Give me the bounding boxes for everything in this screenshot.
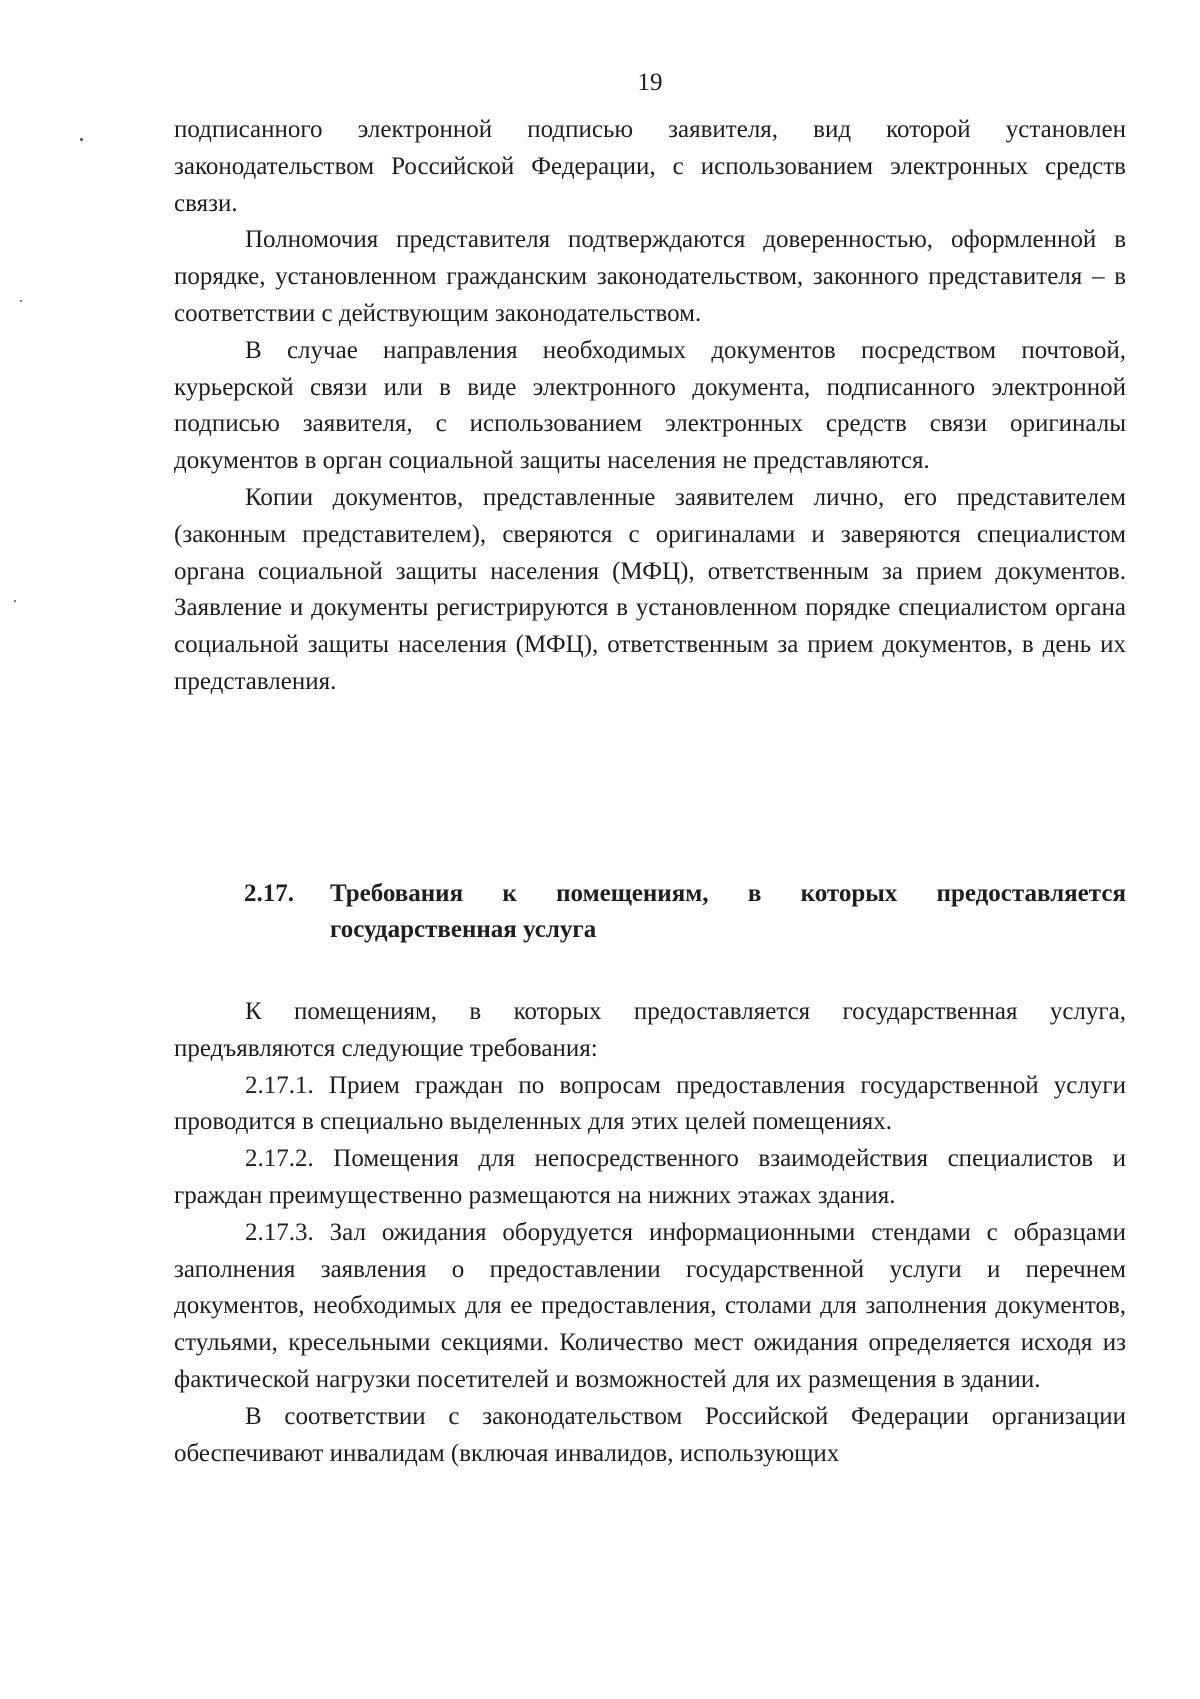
- paragraph-premises-intro: К помещениям, в которых предоставляется государственная услуга, предъявляются следующие требования:: [174, 998, 1126, 1062]
- paragraph-2-17-3: 2.17.3. Зал ожидания оборудуется информационными стендами с образцами заполнения заявления о предоставлении государственной услуги и перечнем документов, необходимых для ее предоставления, столами для заполнения документов, стульями, кресельными секциями. Количество мест ожидания определяется исходя из фактической нагрузки посетителей и возможностей для их размещения в здании.: [174, 1218, 1126, 1393]
- paragraph-representative-authority: Полномочия представителя подтверждаются доверенностью, оформленной в порядке, установленном гражданским законодательством, законного представителя – в соответствии с действующим законодательством.: [174, 226, 1126, 327]
- paragraph-continuation: подписанного электронной подписью заявителя, вид которой установлен законодательством Российской Федерации, с использованием электронных средств связи.: [174, 116, 1126, 217]
- paragraph-2-17-1: 2.17.1. Прием граждан по вопросам предоставления государственной услуги проводится в специально выделенных для этих целей помещениях.: [174, 1071, 1126, 1136]
- paragraph-postal-submission: В случае направления необходимых документов посредством почтовой, курьерской связи или в виде электронного документа, подписанного электронной подписью заявителя, с использованием электронных средств связи оригиналы документов в орган социальной защиты населения не представляются.: [174, 336, 1126, 475]
- paragraph-disability-access: В соответствии с законодательством Российской Федерации организации обеспечивают инвалидам (включая инвалидов, использующих: [174, 1402, 1126, 1467]
- body-text-upper: [174, 112, 1126, 701]
- section-number: 2.17.: [244, 880, 294, 907]
- paragraph-2-17-2: 2.17.2. Помещения для непосредственного взаимодействия специалистов и граждан преимущественно размещаются на нижних этажах здания.: [174, 1145, 1126, 1209]
- paragraph-document-copies: Копии документов, представленные заявителем лично, его представителем (законным представителем), сверяются с оригиналами и заверяются специалистом органа социальной защиты населения (МФЦ), ответственным за прием документов. Заявление и документы регистрируются в установленном порядке специалистом органа социальной защиты населения (МФЦ), ответственным за прием документов, в день их представления.: [174, 483, 1126, 695]
- section-title: Требования к помещениям, в которых предоставляется государственная услуга: [330, 880, 1126, 943]
- page-number: 19: [637, 69, 663, 96]
- body-text-lower: [174, 994, 1126, 1472]
- section-heading: [244, 876, 1126, 948]
- scan-speck: [20, 300, 22, 302]
- scan-speck: [14, 600, 16, 602]
- scan-speck: [80, 138, 83, 141]
